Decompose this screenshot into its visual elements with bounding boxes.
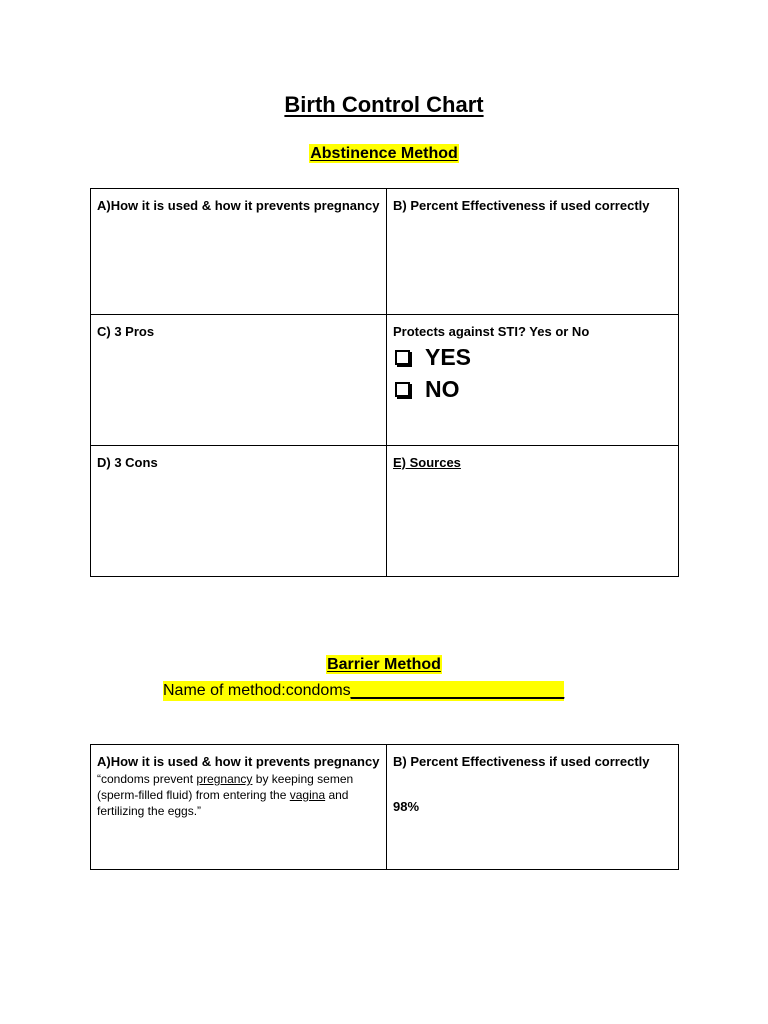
table-row: [91, 745, 679, 870]
cell-label-d: D) 3 Cons: [97, 455, 158, 470]
description-text-1: “condoms prevent: [97, 772, 197, 786]
abstinence-cell-b[interactable]: [387, 189, 679, 315]
page-title: Birth Control Chart: [284, 92, 484, 117]
method-name-blank: ________________________: [350, 682, 565, 699]
abstinence-cell-a[interactable]: [91, 189, 387, 315]
abstinence-cell-c[interactable]: [91, 315, 387, 446]
yes-checkbox-option[interactable]: [395, 341, 672, 373]
checkbox-icon[interactable]: [395, 350, 410, 365]
description-text-2: by keeping semen (sperm-filled fluid) from entering the: [97, 772, 354, 802]
cell-label-sti: Protects against STI? Yes or No: [393, 324, 590, 339]
cell-label-e: E) Sources: [393, 455, 461, 470]
cell-label-c: C) 3 Pros: [97, 324, 155, 339]
cell-label-b: B) Percent Effectiveness if used correctly: [393, 198, 650, 213]
no-label: NO: [425, 376, 460, 402]
barrier-table: [90, 744, 679, 870]
pregnancy-link[interactable]: pregnancy: [196, 772, 253, 786]
cell-label-b: B) Percent Effectiveness if used correctly: [393, 754, 650, 769]
abstinence-heading-text: Abstinence Method: [310, 145, 458, 162]
table-row: [91, 189, 679, 315]
condom-description: [97, 771, 380, 819]
abstinence-table: [90, 188, 679, 577]
barrier-heading-text: Barrier Method: [327, 656, 441, 673]
abstinence-cell-sti[interactable]: [387, 315, 679, 446]
barrier-section-heading: [0, 656, 768, 674]
yes-label: YES: [425, 344, 472, 370]
table-row: [91, 315, 679, 446]
method-name-text: Name of method:condoms: [163, 682, 351, 699]
vagina-link[interactable]: vagina: [289, 788, 326, 802]
description-text-3: and fertilizing the eggs.”: [97, 788, 349, 818]
barrier-cell-b[interactable]: [387, 745, 679, 870]
abstinence-section-heading: [0, 145, 768, 163]
effectiveness-value: 98%: [393, 799, 420, 814]
checkbox-icon[interactable]: [395, 382, 410, 397]
barrier-cell-a[interactable]: [91, 745, 387, 870]
cell-label-a: A)How it is used & how it prevents pregnancy: [97, 198, 380, 213]
table-row: [91, 446, 679, 577]
no-checkbox-option[interactable]: [395, 373, 672, 405]
abstinence-cell-e[interactable]: [387, 446, 679, 577]
abstinence-cell-d[interactable]: [91, 446, 387, 577]
method-name-field[interactable]: [163, 681, 564, 701]
cell-label-a: A)How it is used & how it prevents pregnancy: [97, 754, 380, 769]
